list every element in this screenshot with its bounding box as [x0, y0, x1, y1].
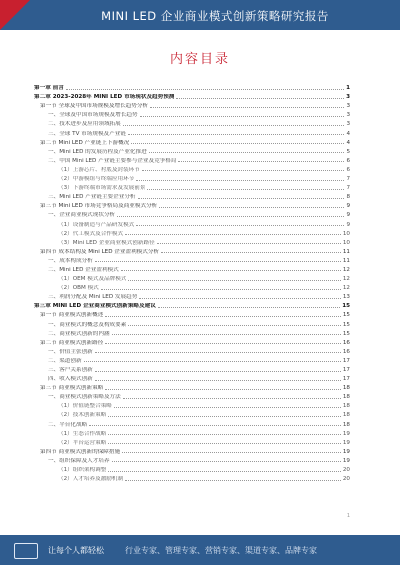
toc-entry-title: 二、渠道创新: [48, 357, 82, 364]
toc-entry[interactable]: [34, 127, 350, 136]
toc-leader-dots: [105, 316, 341, 317]
toc-entry[interactable]: [34, 409, 350, 418]
toc-entry-title: 第一章 前言: [34, 85, 64, 92]
toc-entry[interactable]: [34, 464, 350, 473]
toc-entry-title: 一、商业模式的概念及构成要素: [48, 321, 127, 328]
toc-leader-dots: [89, 425, 341, 426]
toc-entry[interactable]: [34, 437, 350, 446]
toc-leader-dots: [108, 416, 341, 417]
toc-entry-page: 20: [342, 476, 350, 483]
toc-entry-title: （1）价值链整合策略: [58, 403, 112, 410]
toc-leader-dots: [121, 270, 341, 271]
toc-entry-page: 12: [342, 266, 350, 273]
toc-entry-title: 三、客户关系创新: [48, 367, 93, 373]
toc-leader-dots: [149, 152, 345, 153]
toc-leader-dots: [105, 389, 341, 390]
toc-entry-page: 7: [346, 185, 350, 192]
toc-entry-page: 19: [342, 430, 350, 437]
toc-entry-page: 3: [346, 112, 350, 119]
toc-entry-page: 18: [342, 412, 350, 419]
toc-leader-dots: [150, 107, 344, 108]
toc-entry[interactable]: [34, 418, 350, 427]
toc-leader-dots: [95, 371, 341, 372]
toc-entry[interactable]: [34, 100, 350, 109]
toc-leader-dots: [178, 161, 344, 162]
toc-leader-dots: [108, 471, 341, 472]
toc-entry-title: （2）技术创新策略: [58, 412, 107, 419]
toc-entry-title: （2）OBM 模式: [58, 285, 99, 292]
toc-entry-title: 一、组织保障及人才培养: [48, 457, 110, 464]
toc-leader-dots: [108, 434, 341, 435]
toc-leader-dots: [125, 234, 341, 235]
toc-entry-title: （2）代工模式及合作模式: [58, 230, 124, 237]
toc-entry-page: 18: [342, 394, 350, 401]
toc-entry[interactable]: [34, 137, 350, 146]
toc-entry-title: 第二节 Mini LED 产业链上下游概况: [40, 139, 130, 146]
toc-entry-page: 11: [342, 257, 350, 264]
toc-leader-dots: [123, 125, 345, 126]
toc-entry[interactable]: [34, 291, 350, 300]
toc-entry[interactable]: [34, 355, 350, 364]
toc-leader-dots: [128, 325, 341, 326]
toc-entry-page: 1: [346, 85, 350, 92]
toc-entry[interactable]: [34, 273, 350, 282]
toc-entry-title: 二、Mini LED 企业盈利模式: [48, 266, 119, 273]
toc-leader-dots: [131, 143, 344, 144]
toc-leader-dots: [122, 452, 341, 453]
company-logo-icon: [14, 543, 38, 559]
toc-leader-dots: [66, 89, 344, 90]
toc-entry-page: 16: [342, 348, 350, 355]
toc-leader-dots: [108, 443, 341, 444]
toc-entry[interactable]: [34, 318, 350, 327]
toc-leader-dots: [158, 307, 340, 308]
toc-leader-dots: [84, 361, 341, 362]
toc-leader-dots: [157, 243, 341, 244]
toc-entry-page: 10: [342, 230, 350, 237]
toc-entry-page: 3: [346, 103, 350, 110]
toc-entry-title: 三、Mini LED 产业链主要企业分析: [48, 194, 136, 201]
toc-entry-page: 3: [346, 121, 350, 128]
toc-entry[interactable]: [34, 191, 350, 200]
toc-entry-page: 17: [342, 367, 350, 373]
toc-entry[interactable]: [34, 264, 350, 273]
toc-entry[interactable]: [34, 200, 350, 209]
footer-tagline: 行业专家、管理专家、营销专家、渠道专家、品牌专家: [125, 546, 317, 555]
toc-entry-title: 一、价值主张创新: [48, 348, 93, 355]
toc-entry-page: 15: [342, 303, 350, 310]
toc-entry[interactable]: [34, 455, 350, 464]
toc-entry[interactable]: [34, 109, 350, 118]
toc-leader-dots: [101, 289, 341, 290]
toc-entry-title: 第三章 MINI LED 企业商业模式创新策略及建议: [34, 303, 156, 310]
toc-entry-page: 10: [342, 239, 350, 246]
toc-entry-page: 15: [342, 312, 350, 319]
toc-entry-page: 18: [342, 385, 350, 392]
toc-entry[interactable]: [34, 309, 350, 318]
toc-leader-dots: [159, 207, 344, 208]
toc-entry[interactable]: [34, 82, 350, 91]
toc-entry[interactable]: [34, 473, 350, 482]
toc-leader-dots: [95, 261, 341, 262]
toc-entry[interactable]: [34, 446, 350, 455]
toc-entry-title: 第三节 Mini LED 市场竞争格局及商业模式分析: [40, 203, 158, 210]
toc-entry-title: 三、全球 TV 市场规模及产业链: [48, 130, 126, 137]
toc-entry-page: 4: [346, 130, 350, 137]
toc-entry-page: 9: [346, 221, 350, 228]
toc-leader-dots: [112, 461, 341, 462]
toc-entry-page: 9: [346, 203, 350, 210]
toc-entry-title: （1）生态合作战略: [58, 430, 107, 437]
toc-entry[interactable]: [34, 146, 350, 155]
toc-leader-dots: [117, 216, 344, 217]
toc-entry-title: （1）组织架构调整: [58, 467, 107, 474]
toc-entry-title: 第二节 商业模式创新路径: [40, 339, 104, 346]
toc-entry-page: 13: [342, 294, 350, 301]
toc-entry-page: 20: [342, 467, 350, 474]
toc-entry-title: 一、成本构成分析: [48, 257, 93, 264]
toc-leader-dots: [105, 343, 341, 344]
toc-entry[interactable]: [34, 118, 350, 127]
toc-entry[interactable]: [34, 91, 350, 100]
toc-entry[interactable]: [34, 391, 350, 400]
toc-entry[interactable]: [34, 337, 350, 346]
toc-entry-title: 二、中国 Mini LED 产业链主要参与企业及竞争格局: [48, 157, 177, 164]
toc-leader-dots: [95, 380, 341, 381]
footer-bar: [0, 535, 400, 565]
toc-entry-page: 17: [342, 376, 350, 383]
page-number: 1: [346, 513, 350, 519]
toc-leader-dots: [125, 480, 341, 481]
toc-entry-page: 16: [342, 339, 350, 346]
toc-entry-title: （2）平台运营策略: [58, 439, 107, 446]
toc-entry[interactable]: [34, 164, 350, 173]
toc-leader-dots: [138, 198, 345, 199]
toc-entry-title: 第二章 2023-2028年 MINI LED 市场现状及趋势预测: [34, 94, 175, 101]
toc-leader-dots: [147, 189, 344, 190]
toc-entry[interactable]: [34, 328, 350, 337]
toc-entry-title: 第四节 成本结构及 Mini LED 企业盈利模式分析: [40, 248, 160, 255]
toc-entry[interactable]: [34, 400, 350, 409]
toc-leader-dots: [95, 352, 341, 353]
toc-entry[interactable]: [34, 364, 350, 373]
toc-leader-dots: [123, 398, 341, 399]
toc-entry[interactable]: [34, 373, 350, 382]
toc-heading: 内容目录: [169, 52, 230, 67]
toc-entry-page: 4: [346, 139, 350, 146]
toc-entry-page: 18: [342, 403, 350, 410]
toc-entry-page: 12: [342, 276, 350, 283]
toc-entry-title: 一、企业商业模式现状分析: [48, 212, 116, 219]
toc-entry-title: 一、全球及中国市场规模及增长趋势: [48, 112, 138, 119]
toc-entry-title: 一、Mini LED 的发展历程及产业化推进: [48, 148, 147, 155]
toc-entry[interactable]: [34, 155, 350, 164]
toc-entry-title: 一、商业模式创新策略及方法: [48, 394, 121, 401]
toc-entry[interactable]: [34, 228, 350, 237]
toc-entry-page: 9: [346, 212, 350, 219]
toc-entry-page: 7: [346, 176, 350, 183]
toc-leader-dots: [128, 280, 340, 281]
toc-entry-title: （3）下游终端市场需求及发展前景: [58, 185, 146, 192]
toc-entry-page: 15: [342, 321, 350, 328]
toc-leader-dots: [176, 98, 344, 99]
toc-entry-title: （2）人才培养及激励机制: [58, 476, 124, 483]
toc-entry-title: 四、收入模式创新: [48, 376, 93, 383]
table-of-contents: [34, 82, 350, 482]
toc-entry-page: 5: [346, 148, 350, 155]
toc-entry[interactable]: [34, 255, 350, 264]
toc-entry[interactable]: [34, 246, 350, 255]
toc-entry-title: 二、平台化战略: [48, 421, 88, 428]
toc-entry-page: 19: [342, 448, 350, 455]
toc-entry-page: 6: [346, 157, 350, 164]
footer-slogan: 让每个人都轻松: [48, 546, 104, 555]
toc-entry-title: 第三节 商业模式创新策略: [40, 385, 104, 392]
toc-entry-title: 第一节 全球及中国市场规模及增长趋势分析: [40, 103, 149, 110]
toc-entry-page: 15: [342, 330, 350, 337]
toc-leader-dots: [161, 252, 341, 253]
toc-entry-title: （2）中游模组与终端应用环节: [58, 176, 135, 183]
toc-entry-title: （1）上游芯片、衬底及封装环节: [58, 166, 140, 173]
toc-entry-title: 二、商业模式创新的内涵: [48, 330, 110, 337]
toc-leader-dots: [142, 170, 345, 171]
toc-entry[interactable]: [34, 300, 350, 309]
toc-leader-dots: [139, 298, 341, 299]
toc-entry-page: 17: [342, 357, 350, 364]
toc-leader-dots: [136, 225, 344, 226]
toc-entry-title: （3）Mini LED 企业商业模式创新路径: [58, 239, 155, 246]
toc-entry[interactable]: [34, 282, 350, 291]
toc-entry-title: 三、利润分配及 Mini LED 发展趋势: [48, 294, 138, 301]
toc-entry[interactable]: [34, 173, 350, 182]
toc-entry-page: 12: [342, 285, 350, 292]
toc-entry-title: 第一节 商业模式创新概述: [40, 312, 104, 319]
toc-entry-page: 8: [346, 194, 350, 201]
toc-leader-dots: [128, 134, 345, 135]
header-ribbon: [0, 0, 30, 30]
toc-leader-dots: [136, 180, 344, 181]
toc-entry[interactable]: [34, 382, 350, 391]
toc-entry-page: 11: [342, 248, 350, 255]
toc-leader-dots: [114, 407, 341, 408]
toc-entry[interactable]: [34, 428, 350, 437]
toc-entry[interactable]: [34, 237, 350, 246]
toc-entry-page: 18: [342, 421, 350, 428]
toc-entry[interactable]: [34, 346, 350, 355]
toc-entry[interactable]: [34, 218, 350, 227]
toc-entry-title: 第四节 商业模式创新的保障措施: [40, 448, 121, 455]
toc-entry-title: （1）设备制造与产品研发模式: [58, 221, 135, 228]
report-title: MINI LED 企业商业模式创新策略研究报告: [101, 9, 329, 23]
toc-entry[interactable]: [34, 209, 350, 218]
toc-entry-page: 19: [342, 457, 350, 464]
toc-leader-dots: [112, 334, 341, 335]
toc-entry[interactable]: [34, 182, 350, 191]
header-bar: [0, 0, 400, 30]
toc-leader-dots: [140, 116, 345, 117]
toc-entry-page: 3: [346, 94, 350, 101]
toc-entry-title: （1）OEM 模式及品牌模式: [58, 276, 127, 283]
toc-entry-page: 19: [342, 439, 350, 446]
toc-entry-page: 6: [346, 166, 350, 173]
toc-entry-title: 二、技术进步及应用领域拓展: [48, 121, 121, 128]
